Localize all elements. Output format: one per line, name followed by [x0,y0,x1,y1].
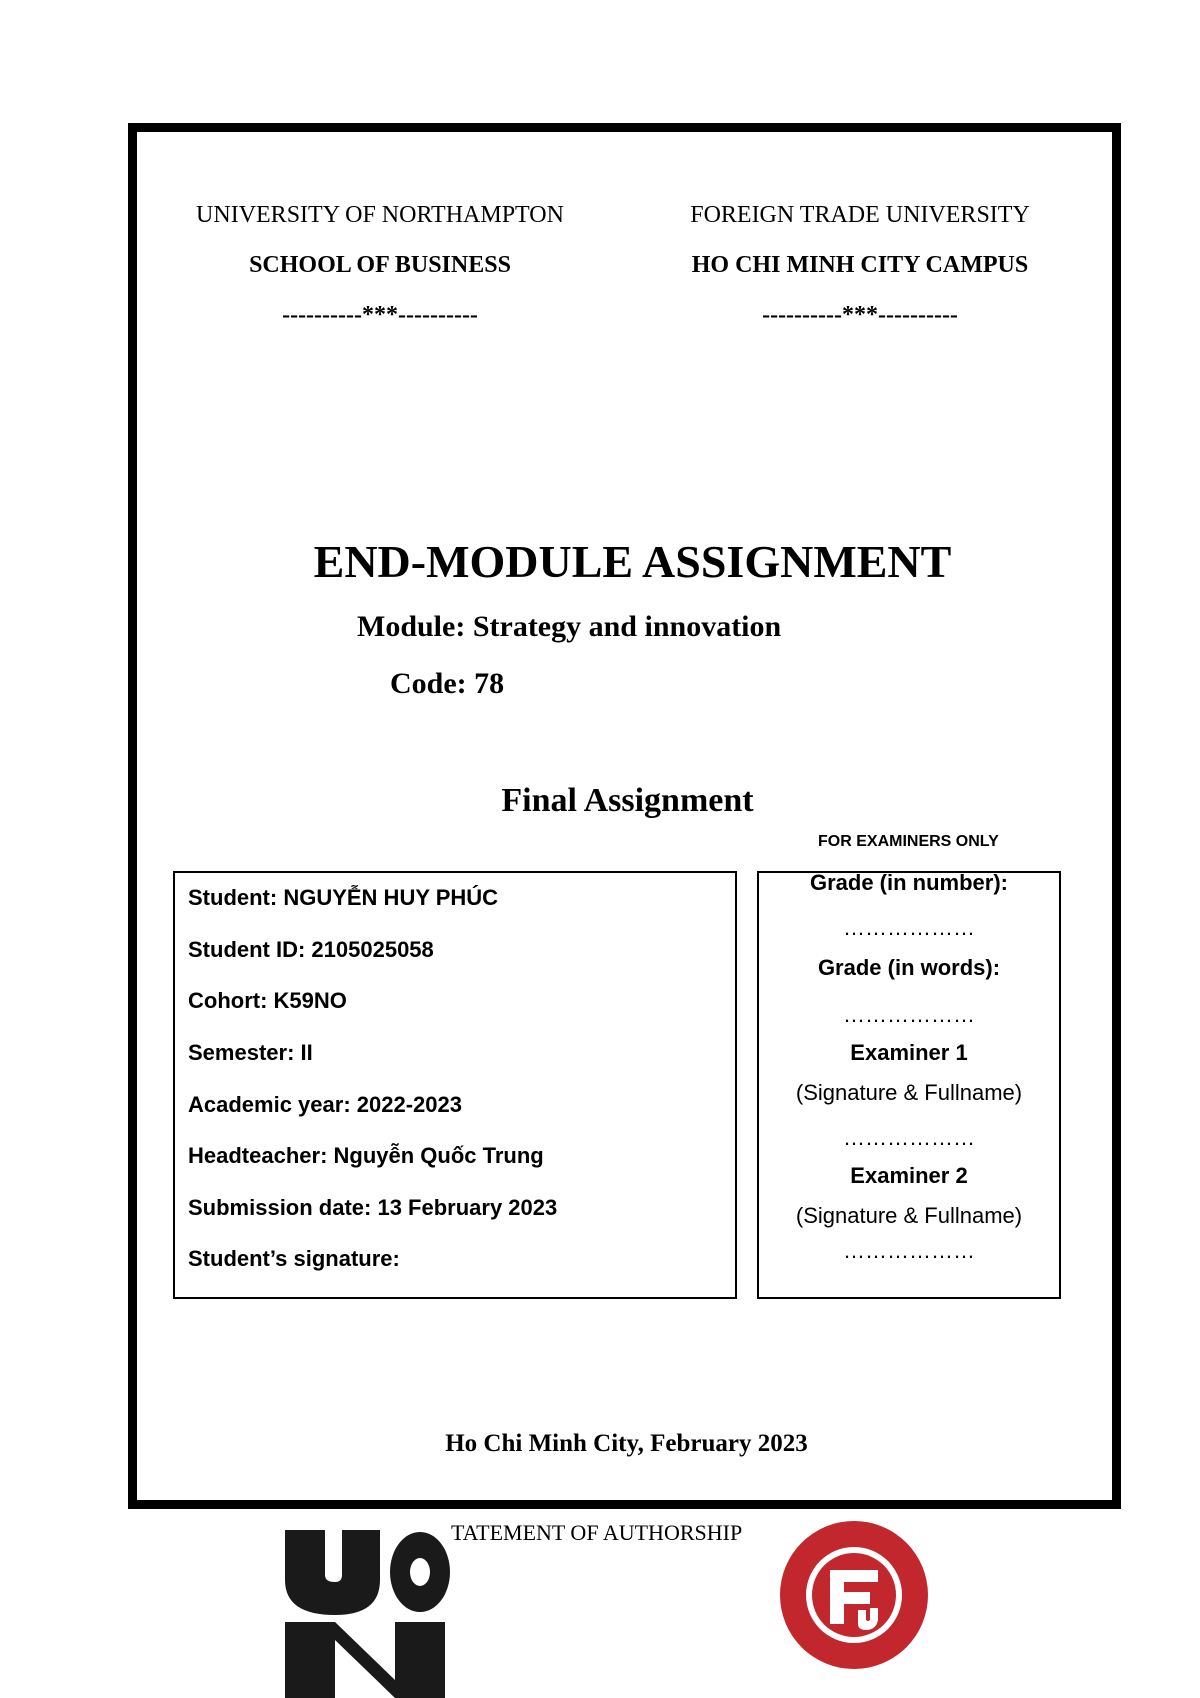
final-assignment-heading: Final Assignment [501,782,754,819]
grade-words-label: Grade (in words): [817,955,1001,980]
right-divider: ----------***---------- [762,302,958,328]
student-signature: Student’s signature: [188,1246,400,1271]
ftu-logo-icon [778,1520,930,1670]
examiner-2-signature-hint: (Signature & Fullname) [795,1203,1023,1228]
headteacher: Headteacher: Nguyễn Quốc Trung [188,1143,544,1168]
document-title: END-MODULE ASSIGNMENT [313,536,952,587]
grade-number-label: Grade (in number): [809,870,1008,895]
grade-words-dots: ……………… [843,1002,975,1027]
student-id: Student ID: 2105025058 [188,937,434,962]
left-divider: ----------***---------- [282,302,478,328]
student-info-box [173,871,737,1299]
examiner-1-label: Examiner 1 [850,1040,968,1065]
module-code: Code: 78 [390,667,505,700]
right-university-name: FOREIGN TRADE UNIVERSITY [690,202,1030,228]
statement-of-authorship-heading: TATEMENT OF AUTHORSHIP [451,1520,743,1545]
semester: Semester: II [188,1040,313,1065]
module-name: Module: Strategy and innovation [357,610,782,643]
examiners-only-label: FOR EXAMINERS ONLY [818,833,999,850]
examiner-2-dots: ……………… [843,1238,975,1263]
examiner-1-dots: ……………… [843,1125,975,1150]
place-and-date: Ho Chi Minh City, February 2023 [445,1430,808,1457]
submission-date: Submission date: 13 February 2023 [188,1195,558,1220]
grade-number-dots: ……………… [843,915,975,940]
academic-year: Academic year: 2022-2023 [188,1092,462,1117]
cohort: Cohort: K59NO [188,988,347,1013]
left-school-name: SCHOOL OF BUSINESS [249,252,511,278]
uon-logo-icon [280,1530,450,1698]
student-name: Student: NGUYỄN HUY PHÚC [188,885,499,910]
examiner-1-signature-hint: (Signature & Fullname) [795,1080,1023,1105]
left-university-name: UNIVERSITY OF NORTHAMPTON [196,202,564,228]
right-campus-name: HO CHI MINH CITY CAMPUS [691,252,1029,278]
examiner-2-label: Examiner 2 [850,1163,968,1188]
